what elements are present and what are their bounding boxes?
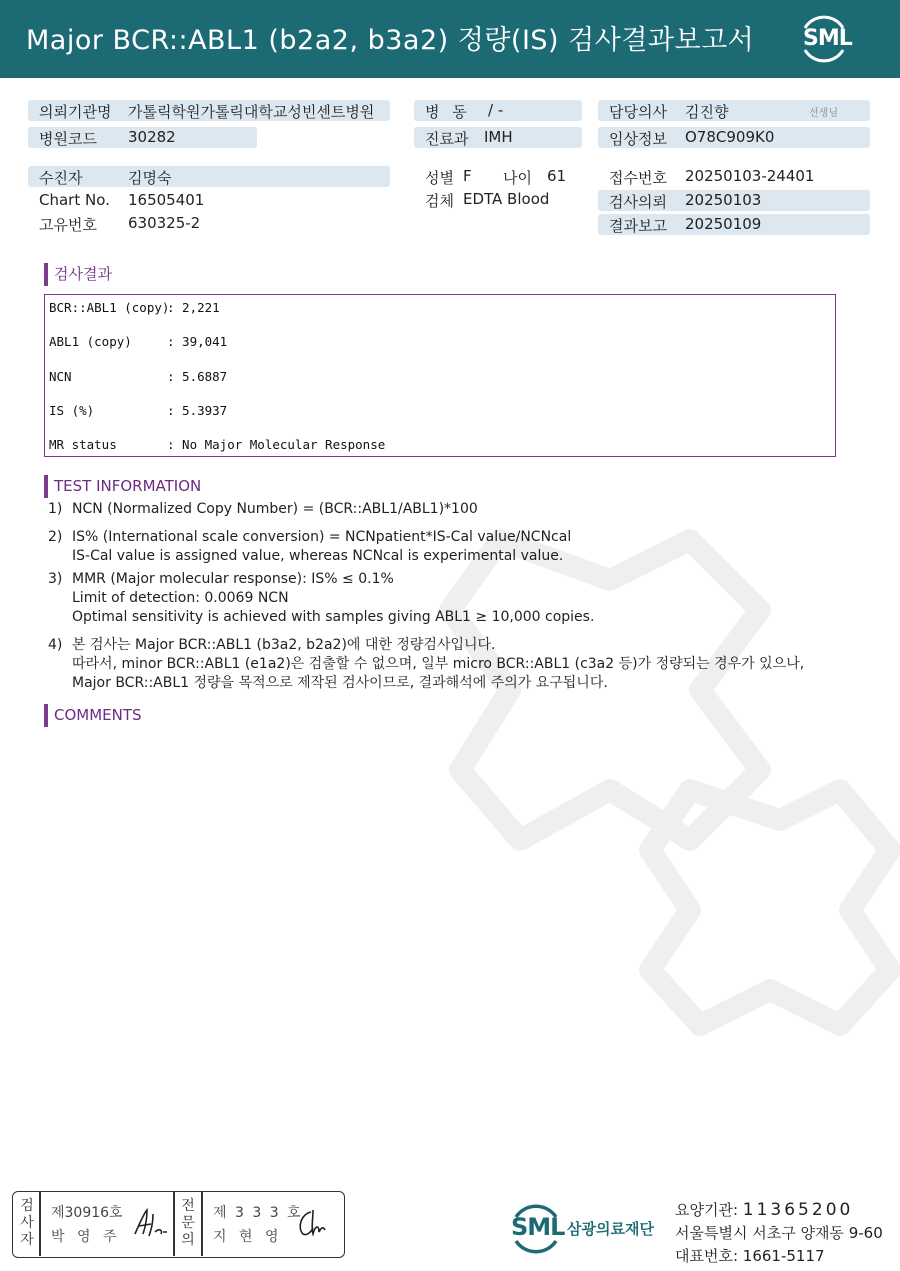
receipt-value: 20250103-24401 [685, 167, 815, 185]
dept-row [414, 127, 582, 148]
item-line: Optimal sensitivity is achieved with samples giving ABL1 ≥ 10,000 copies. [72, 609, 595, 625]
sml-footer-logo-text: SML [511, 1213, 565, 1241]
examiner-name: 박 영 주 [51, 1229, 121, 1245]
sml-logo-text: SML [803, 26, 852, 51]
item-line: MMR (Major molecular response): IS% ≤ 0.1% [72, 571, 394, 587]
org-name: 삼광의료재단 [567, 1220, 654, 1238]
examiner-label-char: 검 [20, 1198, 34, 1214]
institution-code-value: 11365200 [742, 1200, 854, 1220]
uid-value: 630325-2 [128, 214, 201, 232]
item-line: 본 검사는 Major BCR::ABL1 (b3a2, b2a2)에 대한 정량검사입니다. [72, 637, 496, 653]
specialist-vertical-label [178, 1198, 198, 1249]
doctor-suffix: 선생님 [809, 108, 838, 119]
specialist-label-char: 의 [181, 1232, 195, 1248]
doctor-row [598, 100, 870, 121]
result-key: BCR::ABL1 (copy) [49, 300, 170, 315]
patient-value: 김명숙 [128, 169, 172, 187]
receipt-label: 접수번호 [609, 169, 667, 187]
specialist-license-no: 제 3 3 3 호 [213, 1205, 303, 1221]
dept-value: IMH [484, 128, 513, 146]
comments-section-title: COMMENTS [44, 704, 142, 727]
specimen-label: 검체 [425, 192, 454, 210]
ward-label: 병 동 [425, 103, 471, 121]
chart-row [28, 190, 390, 211]
divider [39, 1192, 41, 1256]
patient-row [28, 166, 390, 187]
examiner-label-char: 자 [20, 1232, 34, 1248]
request-row [598, 190, 870, 211]
specimen-row [414, 189, 582, 210]
item-line: IS-Cal value is assigned value, whereas NCNcal is experimental value. [72, 548, 564, 564]
report-date-value: 20250109 [685, 215, 762, 233]
examiner-license-no: 제30916호 [51, 1205, 123, 1221]
age-label: 나이 [503, 169, 532, 187]
divider [201, 1192, 203, 1256]
results-box [44, 294, 836, 457]
item-number: 1) [48, 501, 63, 517]
item-line: Limit of detection: 0.0069 NCN [72, 590, 289, 606]
institution-row [28, 100, 390, 121]
specialist-label-char: 전 [181, 1198, 195, 1214]
specialist-signature-icon [293, 1206, 331, 1240]
chart-label: Chart No. [39, 191, 110, 209]
examiner-label-char: 사 [20, 1215, 34, 1231]
specimen-value: EDTA Blood [463, 190, 550, 208]
result-key: ABL1 (copy) [49, 334, 132, 349]
uid-label: 고유번호 [39, 216, 97, 234]
results-section-title: 검사결과 [44, 263, 112, 286]
item-line: Major BCR::ABL1 정량을 목적으로 제작된 검사이므로, 결과해석에 주의가 요구됩니다. [72, 675, 608, 691]
institution-code-label: 요양기관: [675, 1201, 739, 1219]
specialist-label-char: 문 [181, 1215, 195, 1231]
clinical-value: O78C909K0 [685, 128, 775, 146]
phone-value: 1661-5117 [742, 1247, 825, 1265]
report-date-label: 결과보고 [609, 217, 667, 235]
doctor-value: 김진향 [685, 103, 729, 121]
receipt-row [598, 166, 870, 187]
request-value: 20250103 [685, 191, 762, 209]
result-row-mr-status [49, 437, 385, 452]
sex-value: F [463, 167, 472, 185]
item-number: 2) [48, 529, 63, 545]
result-key: IS (%) [49, 403, 95, 418]
clinical-label: 임상정보 [609, 130, 667, 148]
ward-value: / - [488, 101, 504, 119]
examiner-signature-icon [131, 1206, 169, 1240]
dept-label: 진료과 [425, 130, 469, 148]
item-line: NCN (Normalized Copy Number) = (BCR::ABL1/ABL1)*100 [72, 501, 478, 517]
phone-label: 대표번호: [675, 1247, 739, 1265]
result-row-ncn [49, 369, 227, 384]
sex-age-row [414, 166, 582, 187]
report-title: Major BCR::ABL1 (b2a2, b3a2) 정량(IS) 검사결과보고서 [26, 25, 755, 56]
institution-label: 의뢰기관명 [39, 103, 112, 121]
item-line: 따라서, minor BCR::ABL1 (e1a2)은 검출할 수 없으며, 일부 micro BCR::ABL1 (c3a2 등)가 정량되는 경우가 있으나, [72, 656, 805, 672]
ward-row [414, 100, 582, 121]
test-info-section-title: TEST INFORMATION [44, 475, 201, 498]
clinical-row [598, 127, 870, 148]
divider [173, 1192, 175, 1256]
item-number: 4) [48, 637, 63, 653]
specialist-name: 지 현 영 [213, 1229, 283, 1245]
institution-code-line [675, 1199, 853, 1220]
sex-label: 성별 [425, 169, 454, 187]
report-date-row [598, 214, 870, 235]
result-row-bcr-abl1 [49, 300, 220, 315]
report-header [0, 0, 900, 78]
signature-box [12, 1191, 345, 1258]
institution-value: 가톨릭학원가톨릭대학교성빈센트병원 [128, 103, 375, 121]
result-value: : No Major Molecular Response [167, 437, 386, 452]
result-row-abl1 [49, 334, 227, 349]
result-key: MR status [49, 437, 117, 452]
result-value: : 39,041 [167, 334, 228, 349]
result-value: : 5.3937 [167, 403, 228, 418]
request-label: 검사의뢰 [609, 193, 667, 211]
phone-line [675, 1245, 825, 1266]
result-row-is [49, 403, 227, 418]
item-line: IS% (International scale conversion) = NCNpatient*IS-Cal value/NCNcal [72, 529, 572, 545]
hospital-code-label: 병원코드 [39, 130, 97, 148]
age-value: 61 [547, 167, 567, 185]
result-value: : 5.6887 [167, 369, 228, 384]
patient-label: 수진자 [39, 169, 83, 187]
hospital-code-value: 30282 [128, 128, 176, 146]
watermark-cross-icon [360, 520, 900, 1040]
result-value: : 2,221 [167, 300, 220, 315]
uid-row [28, 213, 390, 234]
item-number: 3) [48, 571, 63, 587]
chart-value: 16505401 [128, 191, 205, 209]
result-key: NCN [49, 369, 72, 384]
hospital-code-row [28, 127, 257, 148]
address-line: 서울특별시 서초구 양재동 9-60 [675, 1224, 883, 1242]
examiner-vertical-label [17, 1198, 37, 1249]
doctor-label: 담당의사 [609, 103, 667, 121]
